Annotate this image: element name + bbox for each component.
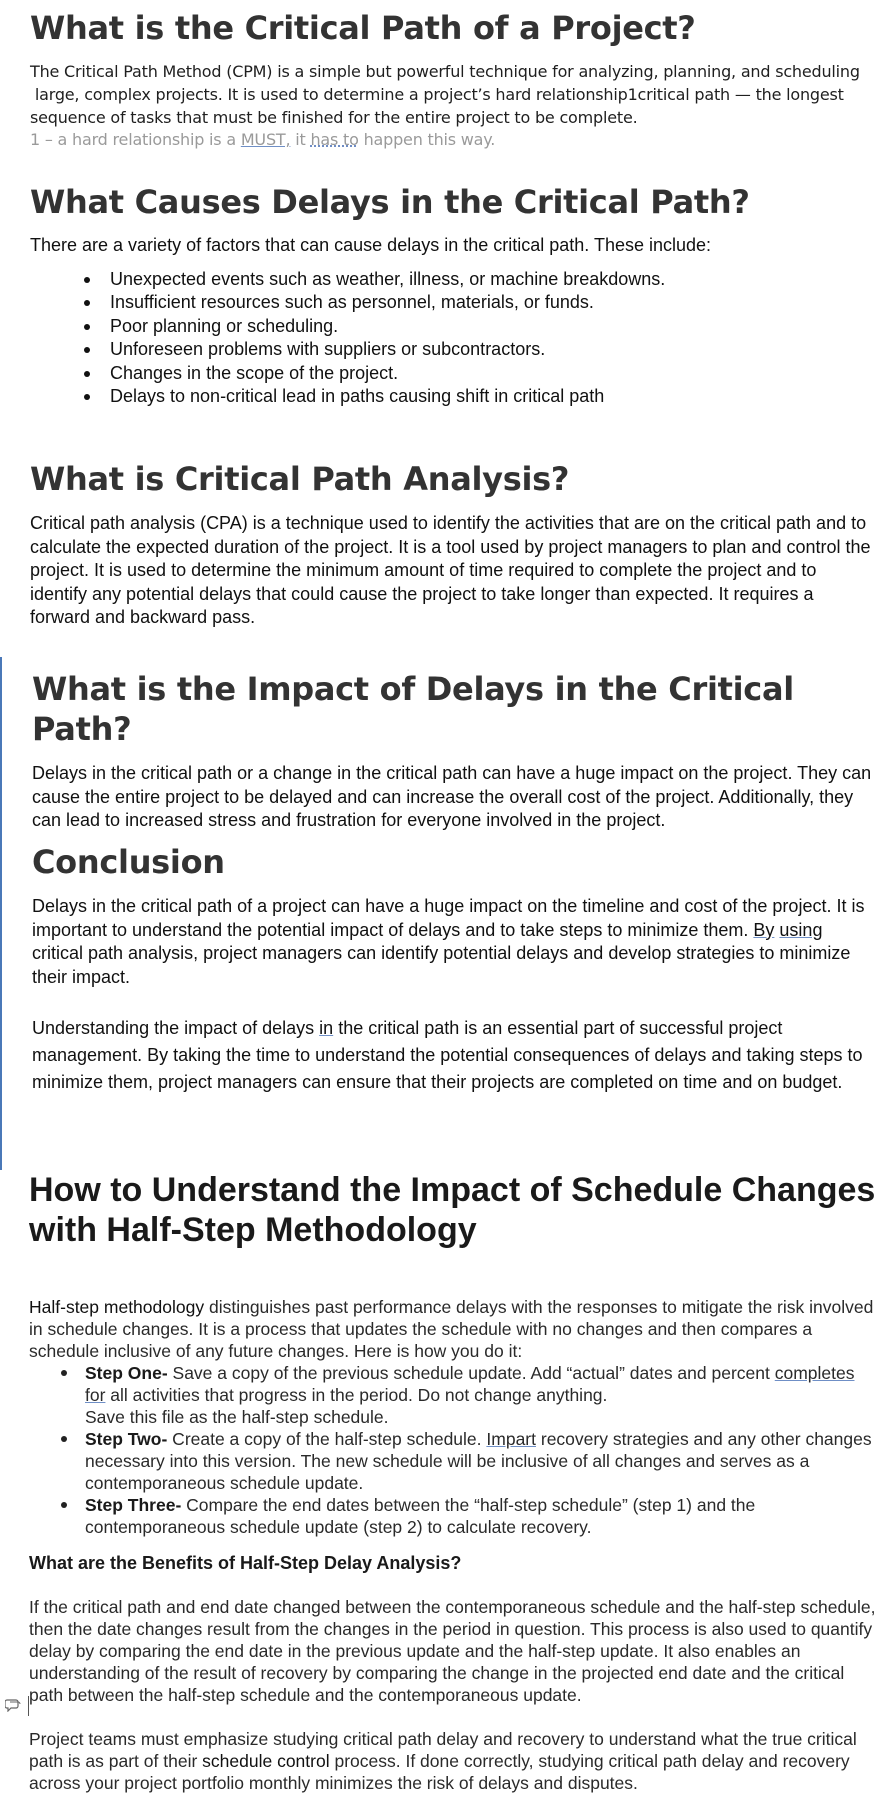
schedule-control: schedule control	[202, 1751, 330, 1771]
section-cpa	[30, 459, 876, 630]
text: recovery strategies and any other changes necessary into this version. The new schedule will be inclusive of all changes and serves as a contemporaneous schedule update.	[85, 1429, 872, 1493]
heading-benefits: What are the Benefits of Half-Step Delay Analysis?	[29, 1553, 462, 1573]
heading-causes: What Causes Delays in the Critical Path?	[30, 183, 750, 221]
list-item: Delays to non-critical lead in paths causing shift in critical path	[110, 385, 876, 409]
footnote-has-to: has to	[310, 130, 359, 149]
step-label: Step Two-	[85, 1429, 168, 1449]
footnote-text: happen this way.	[358, 130, 496, 149]
conclusion-p1	[32, 895, 876, 989]
section-causes	[30, 182, 876, 409]
paragraph-cpm	[30, 60, 876, 129]
step-three	[85, 1494, 876, 1538]
cpa-body: Critical path analysis (CPA) is a technique used to identify the activities that are on the critical path and to calculate the expected duration of the project. It is a tool used by project managers to plan and control the project. It is used to determine the minimum amount of time required to complete the project and to identify any potential delays that could cause the project to take longer than expected. It requires a forward and backward pass.	[30, 513, 871, 627]
benefits-body: If the critical path and end date changed between the contemporaneous schedule and the half-step schedule, then the date changes result from the changes in the period in question. This process is also used to quantify delay by comparing the end date in the previous update and the half-step update. It also enables an understanding of the result of recovery by comparing the change in the projected end date and the critical path between the half-step schedule and the contemporaneous update.	[29, 1597, 876, 1705]
text: Save a copy of the previous schedule update. Add “actual” dates and percent	[167, 1363, 775, 1383]
step-label: Step Three-	[85, 1495, 182, 1515]
causes-intro: There are a variety of factors that can cause delays in the critical path. These include:	[30, 235, 712, 255]
footnote-text: it	[290, 130, 311, 149]
footnote-must: MUST,	[240, 130, 291, 149]
causes-list	[30, 268, 876, 409]
text: Save this file as the half-step schedule.	[85, 1407, 389, 1427]
underlined-by: By	[753, 919, 775, 940]
impact-body: Delays in the critical path or a change in the critical path can have a huge impact on the project. They can cause the entire project to be delayed and can increase the overall cost of the project. Additionally, they can lead to increased stress and frustration for everyone involved in the project.	[32, 763, 872, 830]
list-item: Poor planning or scheduling.	[110, 315, 876, 339]
heading-cpa: What is Critical Path Analysis?	[30, 460, 570, 498]
footnote-text: 1 – a hard relationship is a	[30, 130, 241, 149]
half-step-intro	[29, 1296, 876, 1362]
paragraph-line: sequence of tasks that must be finished for the entire project to be complete.	[30, 108, 638, 127]
text: critical path analysis, project managers can identify potential delays and develop strategies to minimize their impact.	[32, 943, 851, 987]
heading-critical-path: What is the Critical Path of a Project?	[30, 9, 696, 47]
text: Delays in the critical path of a project can have a huge impact on the timeline and cost of the project. It is important to understand the potential impact of delays and to take steps to minimize them.	[32, 896, 865, 940]
text: process. If done correctly, studying critical path delay and recovery across your project portfolio monthly minimizes the risk of delays and disputes.	[29, 1751, 850, 1793]
section-conclusion	[32, 842, 876, 1096]
text: Understanding the impact of delays	[32, 1018, 320, 1038]
list-item: Unforeseen problems with suppliers or subcontractors.	[110, 338, 876, 362]
underlined-in: in	[319, 1018, 334, 1038]
text: Compare the end dates between the “half-step schedule” (step 1) and the contemporaneous schedule update (step 2) to calculate recovery.	[85, 1495, 756, 1537]
text: all activities that progress in the period. Do not change anything.	[105, 1385, 608, 1405]
half-step-lead: Half-step methodology	[29, 1297, 205, 1317]
change-bar	[0, 657, 2, 1170]
list-item: Changes in the scope of the project.	[110, 362, 876, 386]
heading-conclusion: Conclusion	[32, 843, 225, 881]
step-label: Step One-	[85, 1363, 168, 1383]
section-half-step	[29, 1170, 876, 1538]
conclusion-p2	[32, 1015, 876, 1096]
paragraph-line: large, complex projects. It is used to determine a project’s hard relationship1critical path — the longest	[30, 85, 844, 104]
list-item: Unexpected events such as weather, illness, or machine breakdowns.	[110, 268, 876, 292]
heading-impact: What is the Impact of Delays in the Critical Path?	[32, 670, 794, 748]
section-benefits	[29, 1552, 876, 1794]
text: Project teams must emphasize studying critical path delay and recovery to understand what the true critical path is as part of their	[29, 1729, 857, 1771]
underlined-impart: Impart	[486, 1429, 536, 1449]
comment-icon[interactable]	[5, 1698, 21, 1716]
step-two	[85, 1428, 876, 1494]
text-cursor	[28, 1696, 29, 1716]
step-one	[85, 1362, 876, 1428]
section-impact	[32, 669, 876, 833]
footnote	[30, 129, 876, 151]
underlined-completes-for: completes for	[85, 1363, 855, 1405]
list-item: Insufficient resources such as personnel, materials, or funds.	[110, 291, 876, 315]
heading-half-step: How to Understand the Impact of Schedule Changes with Half-Step Methodology	[29, 1171, 876, 1249]
steps-list	[29, 1362, 876, 1538]
section-critical-path	[30, 8, 876, 151]
paragraph-line: The Critical Path Method (CPM) is a simple but powerful technique for analyzing, planning, and scheduling	[30, 62, 860, 81]
text: the critical path is an essential part of successful project management. By taking the time to understand the potential consequences of delays and taking steps to minimize them, project managers can ensure that their projects are completed on time and on budget.	[32, 1018, 863, 1092]
text: Create a copy of the half-step schedule.	[167, 1429, 487, 1449]
text: distinguishes past performance delays with the responses to mitigate the risk involved in schedule changes. It is a process that updates the schedule with no changes and then compares a schedule inclusive of any future changes. Here is how you do it:	[29, 1297, 874, 1361]
underlined-using: using	[779, 919, 823, 940]
benefits-p2	[29, 1728, 876, 1794]
